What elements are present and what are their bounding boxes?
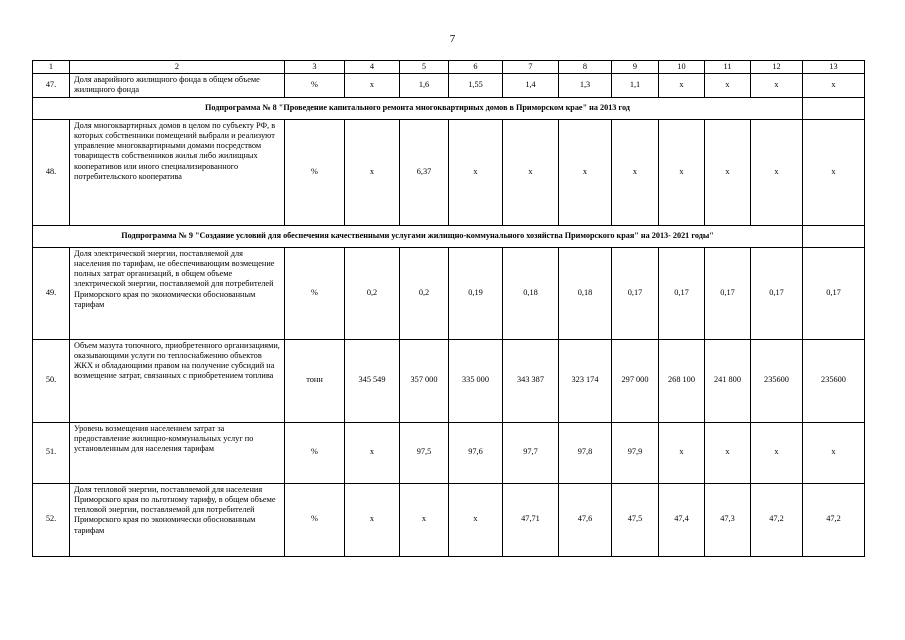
value-cell: 0,17 — [612, 247, 659, 339]
value-cell: 47,3 — [705, 483, 751, 556]
table-row — [33, 422, 865, 483]
column-header: 2 — [70, 61, 285, 74]
value-cell: х — [345, 74, 400, 98]
unit-cell: тонн — [285, 339, 345, 422]
indicators-table — [32, 60, 865, 557]
table-row — [33, 119, 865, 225]
row-number: 52. — [33, 483, 70, 556]
column-header: 1 — [33, 61, 70, 74]
value-cell: 1,6 — [400, 74, 449, 98]
value-cell: 47,5 — [612, 483, 659, 556]
value-cell: 0,2 — [345, 247, 400, 339]
unit-cell: % — [285, 247, 345, 339]
value-cell: х — [345, 119, 400, 225]
column-header: 11 — [705, 61, 751, 74]
value-cell: 335 000 — [449, 339, 503, 422]
column-header: 6 — [449, 61, 503, 74]
value-cell: х — [659, 119, 705, 225]
empty-cell — [803, 97, 865, 119]
row-number: 47. — [33, 74, 70, 98]
value-cell: 0,2 — [400, 247, 449, 339]
value-cell: 345 549 — [345, 339, 400, 422]
value-cell: 97,6 — [449, 422, 503, 483]
value-cell: 1,3 — [559, 74, 612, 98]
value-cell: 97,7 — [503, 422, 559, 483]
value-cell: х — [705, 422, 751, 483]
row-number: 50. — [33, 339, 70, 422]
value-cell: 1,55 — [449, 74, 503, 98]
value-cell: х — [803, 74, 865, 98]
column-header: 3 — [285, 61, 345, 74]
value-cell: 268 100 — [659, 339, 705, 422]
row-number: 49. — [33, 247, 70, 339]
value-cell: 0,18 — [503, 247, 559, 339]
subprogram-title: Подпрограмма № 9 "Создание условий для обеспечения качественными услугами жилищно-коммунального хозяйства Приморского края" на 2013- 2021 годы" — [33, 225, 803, 247]
value-cell: х — [503, 119, 559, 225]
column-header: 8 — [559, 61, 612, 74]
indicator-description: Доля аварийного жилищного фонда в общем объеме жилищного фонда — [70, 74, 285, 98]
value-cell: х — [803, 422, 865, 483]
value-cell: 343 387 — [503, 339, 559, 422]
value-cell: 0,18 — [559, 247, 612, 339]
value-cell: х — [345, 422, 400, 483]
unit-cell: % — [285, 74, 345, 98]
value-cell: х — [751, 422, 803, 483]
column-header: 13 — [803, 61, 865, 74]
value-cell: х — [803, 119, 865, 225]
indicator-description: Доля тепловой энергии, поставляемой для населения Приморского края по льготному тарифу, в общем объеме тепловой энергии, поставляемой для потребителей Приморского края по экономически обоснованным тарифам — [70, 483, 285, 556]
indicator-description: Уровень возмещения населением затрат за предоставление жилищно-коммунальных услуг по установленным для населения тарифам — [70, 422, 285, 483]
value-cell: 0,19 — [449, 247, 503, 339]
value-cell: 47,71 — [503, 483, 559, 556]
value-cell: 235600 — [803, 339, 865, 422]
table-row — [33, 74, 865, 98]
column-header: 5 — [400, 61, 449, 74]
value-cell: х — [449, 483, 503, 556]
empty-cell — [803, 225, 865, 247]
table-row — [33, 483, 865, 556]
value-cell: 235600 — [751, 339, 803, 422]
value-cell: 47,6 — [559, 483, 612, 556]
value-cell: 241 800 — [705, 339, 751, 422]
value-cell: 47,2 — [803, 483, 865, 556]
value-cell: 323 174 — [559, 339, 612, 422]
value-cell: х — [751, 74, 803, 98]
column-header: 4 — [345, 61, 400, 74]
value-cell: х — [659, 422, 705, 483]
indicator-description: Доля многоквартирных домов в целом по субъекту РФ, в которых собственники помещений выбрали и реализуют управление многоквартирными домами посредством товариществ собственников жилья либо жилищных кооперативов или иного специализированного потребительского кооператива — [70, 119, 285, 225]
value-cell: 0,17 — [751, 247, 803, 339]
indicator-description: Доля электрической энергии, поставляемой для населения по тарифам, не обеспечивающим возмещение полных затрат организаций, в общем объеме электрической энергии, поставляемой для потребителей Приморского края по экономически обоснованным тарифам — [70, 247, 285, 339]
value-cell: 1,1 — [612, 74, 659, 98]
table-row — [33, 339, 865, 422]
value-cell: х — [449, 119, 503, 225]
value-cell: х — [705, 119, 751, 225]
column-header: 7 — [503, 61, 559, 74]
subprogram-row — [33, 225, 865, 247]
value-cell: х — [345, 483, 400, 556]
value-cell: 47,4 — [659, 483, 705, 556]
unit-cell: % — [285, 483, 345, 556]
row-number: 48. — [33, 119, 70, 225]
value-cell: х — [400, 483, 449, 556]
indicator-description: Объем мазута топочного, приобретенного организациями, оказывающими услуги по теплоснабжению объектов ЖКХ и обладающими правом на получение субсидий на возмещение затрат, связанных с приобретением топлива — [70, 339, 285, 422]
value-cell: х — [559, 119, 612, 225]
row-number: 51. — [33, 422, 70, 483]
value-cell: 97,9 — [612, 422, 659, 483]
subprogram-row — [33, 97, 865, 119]
column-header: 10 — [659, 61, 705, 74]
value-cell: 0,17 — [659, 247, 705, 339]
subprogram-title: Подпрограмма № 8 "Проведение капитального ремонта многоквартирных домов в Приморском крае" на 2013 год — [33, 97, 803, 119]
value-cell: 97,5 — [400, 422, 449, 483]
value-cell: 6,37 — [400, 119, 449, 225]
value-cell: 297 000 — [612, 339, 659, 422]
value-cell: 97,8 — [559, 422, 612, 483]
column-header: 12 — [751, 61, 803, 74]
table-header-row — [33, 61, 865, 74]
column-header: 9 — [612, 61, 659, 74]
value-cell: 47,2 — [751, 483, 803, 556]
value-cell: 1,4 — [503, 74, 559, 98]
value-cell: 357 000 — [400, 339, 449, 422]
unit-cell: % — [285, 119, 345, 225]
value-cell: х — [659, 74, 705, 98]
value-cell: 0,17 — [803, 247, 865, 339]
value-cell: х — [751, 119, 803, 225]
value-cell: х — [705, 74, 751, 98]
value-cell: х — [612, 119, 659, 225]
table-row — [33, 247, 865, 339]
value-cell: 0,17 — [705, 247, 751, 339]
page-number: 7 — [449, 33, 456, 45]
unit-cell: % — [285, 422, 345, 483]
